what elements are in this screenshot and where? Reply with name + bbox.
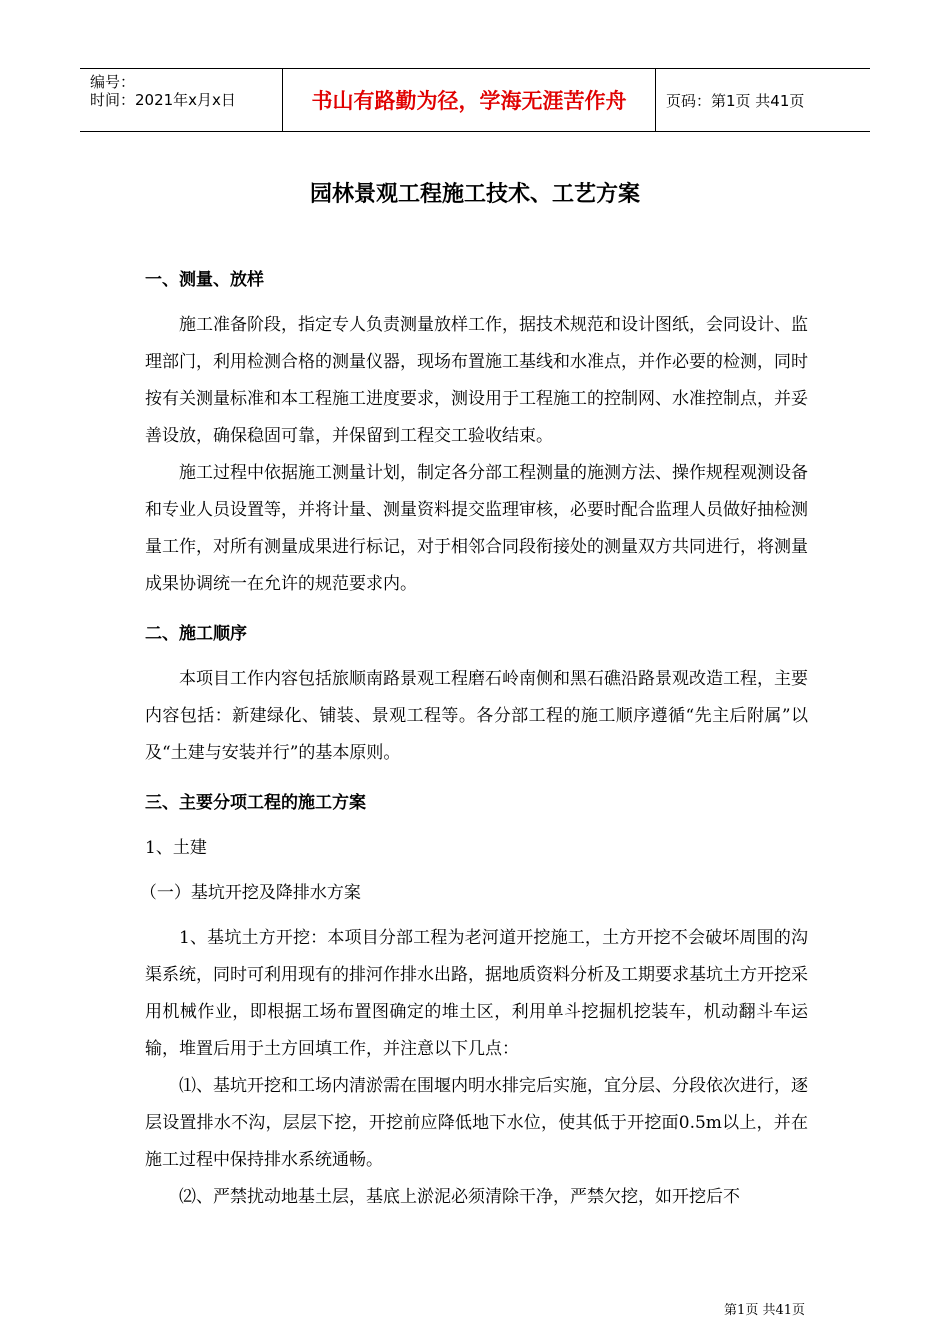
paragraph: 施工过程中依据施工测量计划，制定各分部工程测量的施测方法、操作规程观测设备和专业人员设置等，并将计量、测量资料提交监理审核，必要时配合监理人员做好抽检测量工作，对所有测量成果进行标记，对于相邻合同段衔接处的测量双方共同进行，将测量成果协调统一在允许的规范要求内。 — [145, 463, 808, 594]
paragraph: 施工准备阶段，指定专人负责测量放样工作，据技术规范和设计图纸，会同设计、监理部门，利用检测合格的测量仪器，现场布置施工基线和水准点，并作必要的检测，同时按有关测量标准和本工程施工进度要求，测设用于工程施工的控制网、水准控制点，并妥善设放，确保稳固可靠，并保留到工程交工验收结束。 — [145, 315, 808, 446]
header-motto-cell — [282, 69, 656, 131]
number-label: 编号： — [90, 73, 136, 91]
section-heading-survey: 一、测量、放样 — [145, 270, 264, 290]
page-info: 页码：第1页 共41页 — [666, 91, 805, 110]
document-title: 园林景观工程施工技术、工艺方案 — [309, 182, 640, 207]
document-body — [139, 263, 808, 1216]
header-meta — [80, 69, 282, 131]
item-heading: 1、土建 — [145, 838, 207, 858]
paragraph: ⑵、严禁扰动地基土层，基底上淤泥必须清除干净，严禁欠挖，如开挖后不 — [179, 1187, 740, 1207]
page-header — [80, 68, 870, 132]
paragraph: 1、基坑土方开挖：本项目分部工程为老河道开挖施工，土方开挖不会破坏周围的沟渠系统，同时可利用现有的排河作排水出路，据地质资料分析及工期要求基坑土方开挖采用机械作业，即根据工场布置图确定的堆土区，利用单斗挖掘机挖装车，机动翻斗车运输，堆置后用于土方回填工作，并注意以下几点： — [145, 928, 808, 1059]
paragraph: 本项目工作内容包括旅顺南路景观工程磨石岭南侧和黑石礁沿路景观改造工程，主要内容包括：新建绿化、铺装、景观工程等。各分部工程的施工顺序遵循“先主后附属”以及“土建与安装并行”的基本原则。 — [145, 669, 808, 763]
page-footer: 第1页 共41页 — [724, 1303, 805, 1318]
date-label: 时间：2021年x月x日 — [90, 91, 236, 109]
section-heading-sequence: 二、施工顺序 — [145, 624, 247, 644]
header-page-cell — [656, 69, 870, 131]
subheading: （一）基坑开挖及降排水方案 — [139, 883, 361, 903]
section-heading-methods: 三、主要分项工程的施工方案 — [145, 793, 366, 813]
paragraph: ⑴、基坑开挖和工场内清淤需在围堰内明水排完后实施，宜分层、分段依次进行，逐层设置排水不沟，层层下挖，开挖前应降低地下水位，使其低于开挖面0.5m以上，并在施工过程中保持排水系统通畅。 — [145, 1076, 808, 1170]
motto-text: 书山有路勤为径，学海无涯苦作舟 — [311, 89, 627, 113]
